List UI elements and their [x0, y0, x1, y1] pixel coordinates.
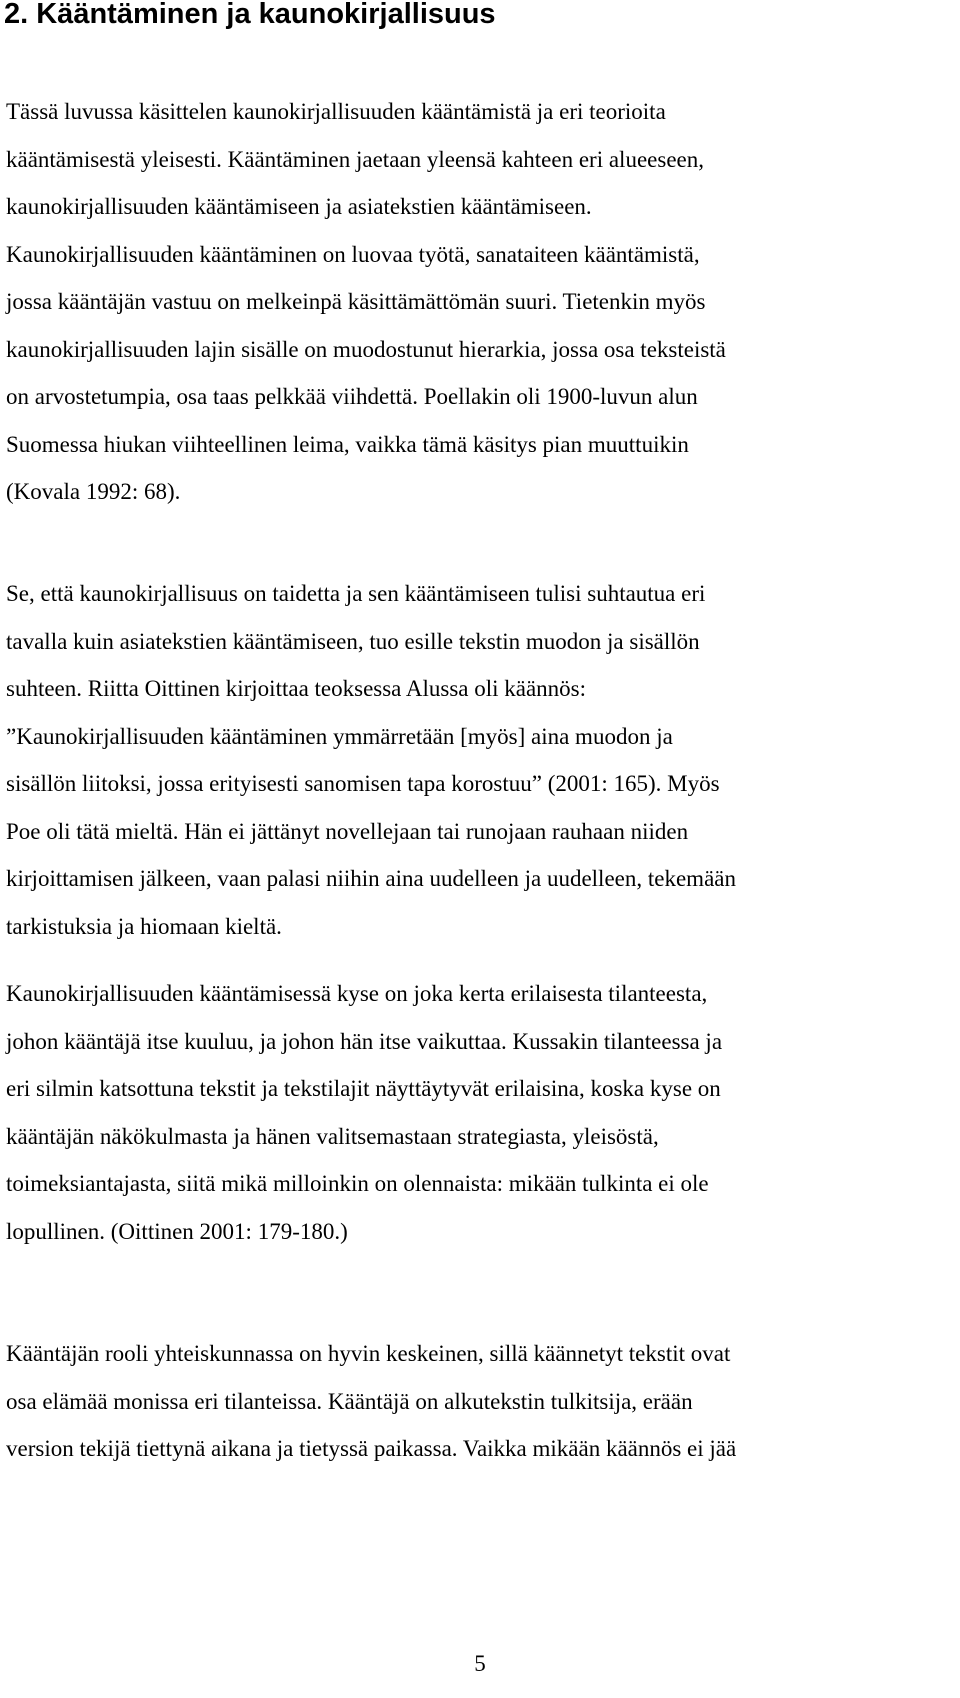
page-number: 5: [474, 1651, 486, 1676]
chapter-heading: 2. Kääntäminen ja kaunokirjallisuus: [4, 0, 496, 30]
text-line: osa elämää monissa eri tilanteissa. Kääntäjä on alkutekstin tulkitsija, erään: [6, 1388, 693, 1414]
text-line: kirjoittamisen jälkeen, vaan palasi niihin aina uudelleen ja uudelleen, tekemään: [6, 866, 736, 891]
text-line: kaunokirjallisuuden lajin sisälle on muodostunut hierarkia, jossa osa teksteistä: [6, 336, 726, 362]
text-line: sisällön liitoksi, jossa erityisesti sanomisen tapa korostuu” (2001: 165). Myös: [6, 771, 720, 796]
text-line: tarkistuksia ja hiomaan kieltä.: [6, 913, 282, 939]
text-line: lopullinen. (Oittinen 2001: 179-180.): [6, 1218, 348, 1244]
text-line: ”Kaunokirjallisuuden kääntäminen ymmärretään [myös] aina muodon ja: [6, 723, 673, 749]
text-line: kääntäjän näkökulmasta ja hänen valitsemastaan strategiasta, yleisöstä,: [6, 1123, 659, 1149]
text-line: tavalla kuin asiatekstien kääntämiseen, tuo esille tekstin muodon ja sisällön: [6, 628, 700, 654]
text-line: Tässä luvussa käsittelen kaunokirjallisuuden kääntämistä ja eri teorioita: [6, 99, 666, 124]
text-line: on arvostetumpia, osa taas pelkkää viihdettä. Poellakin oli 1900-luvun alun: [6, 384, 698, 409]
text-line: suhteen. Riitta Oittinen kirjoittaa teoksessa Alussa oli käännös:: [6, 676, 587, 701]
text-line: eri silmin katsottuna tekstit ja tekstilajit näyttäytyvät erilaisina, koska kyse on: [6, 1076, 721, 1101]
text-line: jossa kääntäjän vastuu on melkeinpä käsittämättömän suuri. Tietenkin myös: [6, 289, 706, 314]
text-line: toimeksiantajasta, siitä mikä milloinkin on olennaista: mikään tulkinta ei ole: [6, 1171, 709, 1196]
paragraph-form-content: [6, 570, 736, 950]
text-line: Kaunokirjallisuuden kääntäminen on luovaa työtä, sanataiteen kääntämistä,: [6, 241, 700, 267]
paragraph-translator-role: [6, 1330, 736, 1473]
text-line: Kaunokirjallisuuden kääntämisessä kyse on joka kerta erilaisesta tilanteesta,: [6, 981, 708, 1006]
text-line: (Kovala 1992: 68).: [6, 479, 181, 504]
text-line: kääntämisestä yleisesti. Kääntäminen jaetaan yleensä kahteen eri alueeseen,: [6, 146, 704, 172]
paragraph-situation: [6, 970, 722, 1255]
paragraph-intro: [6, 88, 726, 516]
text-line: Poe oli tätä mieltä. Hän ei jättänyt novellejaan tai runojaan rauhaan niiden: [6, 818, 689, 844]
text-line: kaunokirjallisuuden kääntämiseen ja asiatekstien kääntämiseen.: [6, 194, 592, 219]
text-line: Suomessa hiukan viihteellinen leima, vaikka tämä käsitys pian muuttuikin: [6, 431, 689, 457]
text-line: Kääntäjän rooli yhteiskunnassa on hyvin keskeinen, sillä käännetyt tekstit ovat: [6, 1341, 731, 1366]
text-line: Se, että kaunokirjallisuus on taidetta ja sen kääntämiseen tulisi suhtautua eri: [6, 581, 706, 606]
text-line: johon kääntäjä itse kuuluu, ja johon hän itse vaikuttaa. Kussakin tilanteessa ja: [6, 1028, 723, 1054]
text-line: version tekijä tiettynä aikana ja tietyssä paikassa. Vaikka mikään käännös ei jää: [6, 1436, 737, 1461]
